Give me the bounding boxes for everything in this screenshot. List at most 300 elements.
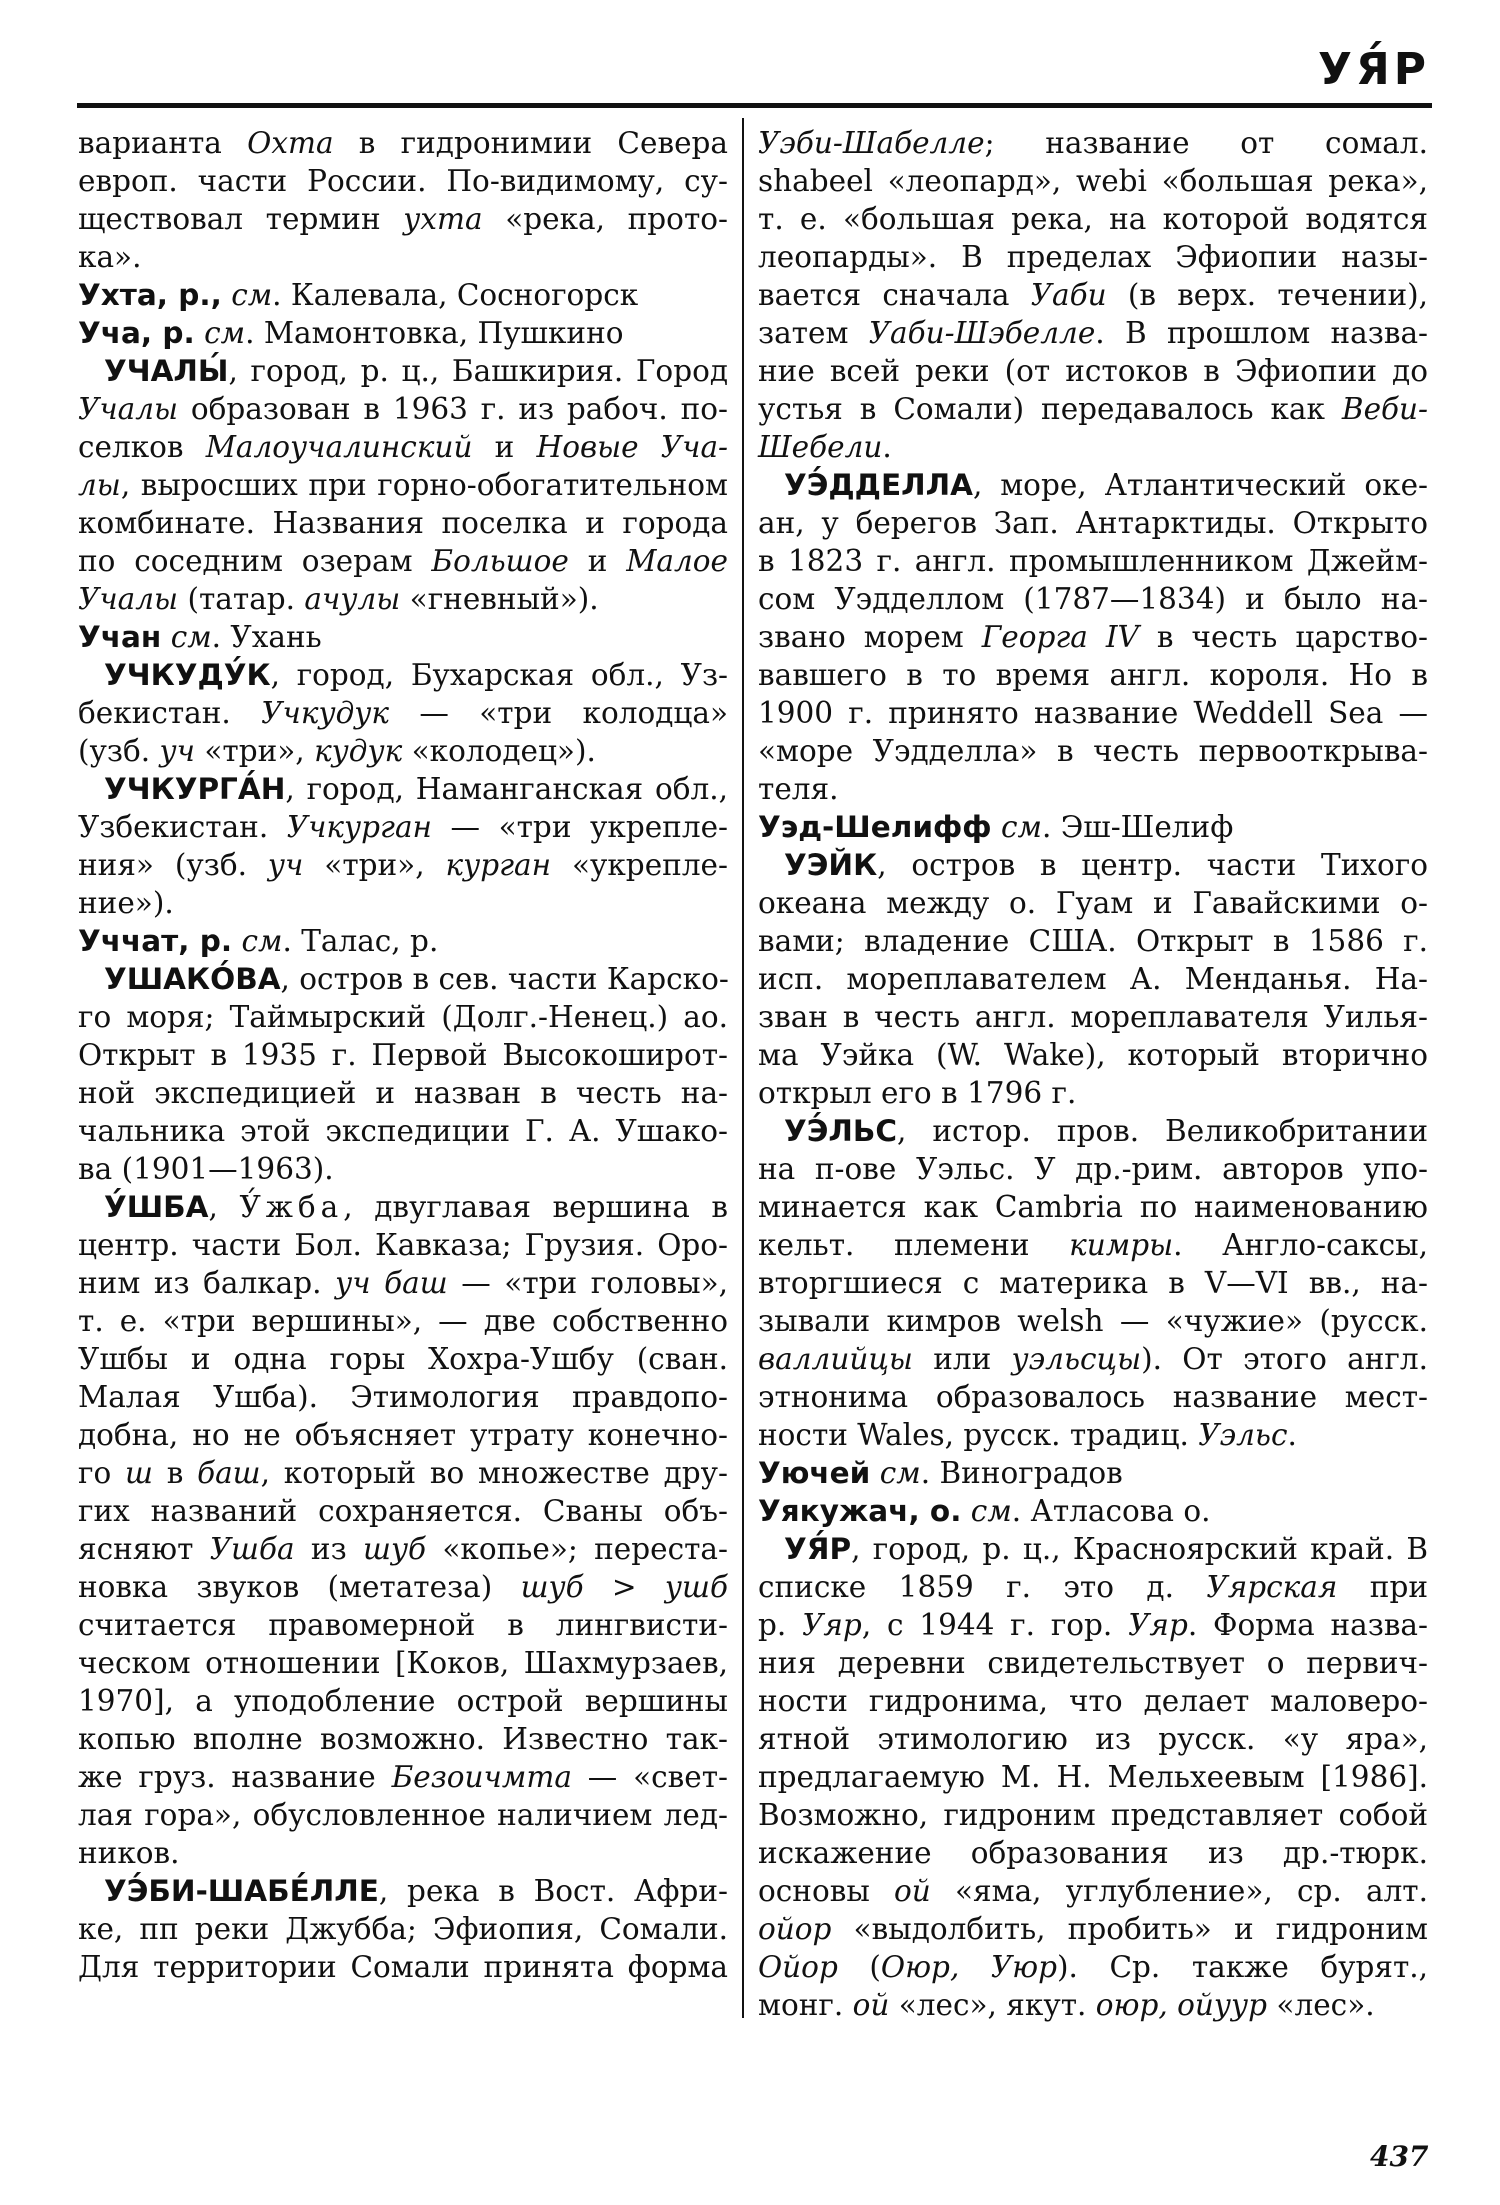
entry-line — [78, 1682, 728, 1720]
entry-text: считается правомерной в лингвисти- — [78, 1608, 728, 1642]
entry-line — [78, 352, 728, 390]
entry-text: из — [294, 1532, 363, 1566]
entry-text: , двуглавая вершина в — [343, 1190, 728, 1224]
entry-text: европ. части России. По-видимому, су- — [78, 164, 728, 198]
entry-line — [78, 770, 728, 808]
italic-term: Учалы — [78, 392, 179, 426]
entry-line — [758, 1530, 1428, 1568]
italic-term: Уаби-Шэбелле — [868, 316, 1096, 350]
left-column — [78, 124, 728, 1986]
entry-text — [222, 278, 231, 312]
headword: УШАКО́ВА — [104, 962, 281, 996]
italic-term: уч — [267, 848, 304, 882]
entry-line — [758, 1986, 1428, 2024]
entry-text: вавшего в то время англ. короля. Но в — [758, 658, 1428, 692]
dictionary-entry — [78, 770, 728, 922]
entry-text: ятной этимологию из русск. «у яра», — [758, 1722, 1428, 1756]
entry-line — [78, 1644, 728, 1682]
dictionary-entry — [78, 656, 728, 770]
italic-term: лы — [78, 468, 121, 502]
entry-text: зывали кимров welsh — «чужие» (русск. — [758, 1304, 1428, 1338]
entry-text: и — [568, 544, 627, 578]
dictionary-entry — [758, 1112, 1428, 1454]
entry-line — [758, 162, 1428, 200]
entry-text: ва (1901—1963). — [78, 1152, 334, 1186]
entry-line — [78, 200, 728, 238]
entry-text: зван в честь англ. мореплавателя Уилья- — [758, 1000, 1428, 1034]
entry-line — [758, 732, 1428, 770]
entry-text: «три», — [303, 848, 446, 882]
entry-text: , море, Атлантический оке- — [972, 468, 1428, 502]
entry-text: в честь царство- — [1138, 620, 1428, 654]
entry-text — [161, 620, 170, 654]
entry-line — [758, 200, 1428, 238]
entry-text: , который во множестве дру- — [260, 1456, 728, 1490]
dictionary-entry — [78, 618, 728, 656]
entry-line — [78, 1416, 728, 1454]
entry-line — [758, 1910, 1428, 1948]
italic-term: ухта — [403, 202, 483, 236]
entry-text: У́жба — [239, 1190, 344, 1224]
entry-text: ществовал термин — [78, 202, 404, 236]
italic-term: см — [204, 316, 246, 350]
entry-text: ческом отношении [Коков, Шахмурзаев, — [78, 1646, 728, 1680]
headword: Уэд-Шелифф — [758, 810, 992, 844]
running-header: УЯ́Р — [1317, 44, 1430, 95]
italic-term: Ушба — [209, 1532, 295, 1566]
italic-term: см — [879, 1456, 921, 1490]
entry-line — [758, 124, 1428, 162]
entry-text: ной экспедицией и назван в честь на- — [78, 1076, 728, 1110]
entry-line — [758, 1834, 1428, 1872]
entry-text: образован в 1963 г. из рабоч. по- — [178, 392, 728, 426]
entry-text: ния» (узб. — [78, 848, 268, 882]
italic-term: ш — [124, 1456, 153, 1490]
dictionary-entry — [78, 352, 728, 618]
entry-text: лая гора», обусловленное наличием лед- — [78, 1798, 728, 1832]
italic-term: ачулы — [304, 582, 401, 616]
entry-line — [758, 846, 1428, 884]
entry-text: при — [1337, 1570, 1428, 1604]
dictionary-entry — [78, 922, 728, 960]
entry-text: — «свет- — [571, 1760, 728, 1794]
entry-text: Малая Ушба). Этимология правдопо- — [78, 1380, 728, 1414]
entry-text: «копье»; переста- — [426, 1532, 728, 1566]
headword: Ухта, р., — [78, 278, 222, 312]
entry-line — [78, 1568, 728, 1606]
italic-term: баш — [197, 1456, 261, 1490]
italic-term: Уяр — [802, 1608, 862, 1642]
entry-line — [78, 1606, 728, 1644]
entry-line — [78, 656, 728, 694]
headword: УЭЙК — [784, 848, 878, 882]
entry-text: р. — [758, 1608, 803, 1642]
entry-line — [78, 1036, 728, 1074]
entry-text: Ушбы и одна горы Хохра-Ушбу (сван. — [78, 1342, 728, 1376]
entry-text: «лес», якут. — [889, 1988, 1096, 2022]
entry-text: «лес». — [1267, 1988, 1375, 2022]
entry-line — [78, 846, 728, 884]
entry-text — [870, 1456, 879, 1490]
entry-text: . Форма назва- — [1187, 1608, 1428, 1642]
italic-term: оюр, ойуур — [1095, 1988, 1268, 2022]
entry-line — [758, 1758, 1428, 1796]
italic-term: Уярская — [1206, 1570, 1338, 1604]
entry-text: искажение образования из др.-тюрк. — [758, 1836, 1428, 1870]
entry-line — [78, 732, 728, 770]
entry-text: в 1823 г. англ. промышленником Джейм- — [758, 544, 1428, 578]
entry-line — [758, 1644, 1428, 1682]
italic-term: Малое — [626, 544, 728, 578]
entry-text: , город, Наманганская обл., — [285, 772, 728, 806]
entry-text: . Талас, р. — [282, 924, 439, 958]
entry-text: — «три укрепле- — [431, 810, 728, 844]
entry-line — [758, 694, 1428, 732]
entry-line — [78, 580, 728, 618]
entry-text: . — [1287, 1418, 1297, 1452]
italic-term: курган — [445, 848, 552, 882]
entry-text: 1900 г. принято название Weddell Sea — — [758, 696, 1428, 730]
entry-text: го моря; Таймырский (Долг.-Ненец.) ао. — [78, 1000, 728, 1034]
entry-line — [758, 1188, 1428, 1226]
headword: Уючей — [758, 1456, 871, 1490]
entry-line — [78, 1378, 728, 1416]
entry-line — [78, 1492, 728, 1530]
entry-line — [78, 884, 728, 922]
entry-line — [758, 1796, 1428, 1834]
entry-text: предлагаемую М. Н. Мельхеевым [1986]. — [758, 1760, 1428, 1794]
entry-line — [78, 238, 728, 276]
entry-text: теля. — [758, 772, 839, 806]
italic-term: Новые Уча- — [536, 430, 729, 464]
italic-term: Георга IV — [981, 620, 1139, 654]
entry-text: затем — [758, 316, 869, 350]
italic-term: ой — [852, 1988, 890, 2022]
entry-text: ния деревни свидетельствует о первич- — [758, 1646, 1428, 1680]
headword: Уча, р. — [78, 316, 195, 350]
entry-line — [758, 580, 1428, 618]
entry-line — [758, 314, 1428, 352]
entry-text: — «три головы», — [447, 1266, 729, 1300]
headword: УЧКУРГА́Н — [104, 772, 286, 806]
italic-term: Учкудук — [261, 696, 389, 730]
entry-text: этнонима образовалось название мест- — [758, 1380, 1428, 1414]
entry-line — [758, 1948, 1428, 1986]
entry-line — [758, 770, 1428, 808]
entry-line — [758, 1416, 1428, 1454]
italic-term: уч баш — [335, 1266, 448, 1300]
entry-line — [758, 1454, 1428, 1492]
italic-term: уч — [159, 734, 195, 768]
dictionary-entry — [78, 960, 728, 1188]
entry-text: «гневный»). — [400, 582, 599, 616]
entry-text: ; название от сомал. — [984, 126, 1428, 160]
entry-line — [78, 1530, 728, 1568]
entry-line — [758, 1682, 1428, 1720]
dictionary-entry — [758, 466, 1428, 808]
entry-line — [758, 542, 1428, 580]
entry-line — [758, 1378, 1428, 1416]
entry-text: «укрепле- — [551, 848, 728, 882]
entry-text: открыл его в 1796 г. — [758, 1076, 1077, 1110]
entry-text: , — [208, 1190, 240, 1224]
italic-term: Большое — [431, 544, 569, 578]
italic-term: Уэби-Шабелле — [758, 126, 985, 160]
entry-line — [758, 1112, 1428, 1150]
entry-text: ма Уэйка (W. Wake), который вторично — [758, 1038, 1428, 1072]
entry-text: (узб. — [78, 734, 160, 768]
italic-term: Учкурган — [286, 810, 432, 844]
entry-line — [758, 618, 1428, 656]
headword: УЭ́БИ-ШАБЕ́ЛЛЕ — [104, 1874, 379, 1908]
entry-line — [78, 998, 728, 1036]
entry-text: т. е. «большая река, на которой водятся — [758, 202, 1428, 236]
entry-text — [961, 1494, 970, 1528]
italic-term: Оюр, Уюр — [880, 1950, 1058, 1984]
entry-line — [78, 1150, 728, 1188]
entry-text: «три», — [194, 734, 315, 768]
entry-line — [78, 390, 728, 428]
italic-term: Ойор — [758, 1950, 838, 1984]
italic-term: см — [241, 924, 283, 958]
entry-line — [758, 390, 1428, 428]
italic-term: см — [1000, 810, 1042, 844]
italic-term: см — [970, 1494, 1012, 1528]
italic-term: ой — [894, 1874, 931, 1908]
entry-text: ке, пп реки Джубба; Эфиопия, Сомали. — [78, 1912, 728, 1946]
entry-line — [758, 1492, 1428, 1530]
dictionary-entry — [78, 124, 728, 276]
entry-text: чальника этой экспедиции Г. А. Ушако- — [78, 1114, 728, 1148]
entry-text: (в верх. течении), — [1106, 278, 1428, 312]
italic-term: Учалы — [78, 582, 179, 616]
entry-line — [758, 1720, 1428, 1758]
italic-term: Веби- — [1341, 392, 1428, 426]
entry-line — [78, 428, 728, 466]
headword: УЯ́Р — [784, 1532, 852, 1566]
entry-text: т. е. «три вершины», — две собственно — [78, 1304, 728, 1338]
headword: УЧАЛЫ́ — [104, 354, 229, 388]
italic-term: Безоичмта — [391, 1760, 572, 1794]
italic-term: Уяр — [1128, 1608, 1188, 1642]
entry-text: центр. части Бол. Кавказа; Грузия. Оро- — [78, 1228, 728, 1262]
headword: УЭ́ЛЬС — [784, 1114, 898, 1148]
entry-line — [758, 808, 1428, 846]
entry-text: , выросших при горно-обогатительном — [120, 468, 728, 502]
entry-line — [78, 1340, 728, 1378]
entry-text: ан, у берегов Зап. Антарктиды. Открыто — [758, 506, 1428, 540]
entry-line — [78, 1796, 728, 1834]
entry-text: в гидронимии Севера — [333, 126, 728, 160]
entry-text: вами; владение США. Открыт в 1586 г. — [758, 924, 1428, 958]
entry-line — [758, 1150, 1428, 1188]
entry-line — [758, 656, 1428, 694]
entry-line — [78, 466, 728, 504]
entry-line — [78, 1264, 728, 1302]
entry-text: добна, но не объясняет утрату конечно- — [78, 1418, 728, 1452]
entry-line — [758, 1606, 1428, 1644]
entry-text — [992, 810, 1001, 844]
entry-text: — «три колодца» — [389, 696, 729, 730]
headword: УЭ́ДДЕЛЛА — [784, 468, 973, 502]
entry-text: «выдолбить, пробить» и гидроним — [831, 1912, 1428, 1946]
entry-text: ясняют — [78, 1532, 210, 1566]
entry-line — [758, 960, 1428, 998]
entry-text: «яма, углубление», ср. алт. — [930, 1874, 1429, 1908]
entry-text: сом Уэдделлом (1787—1834) и было на- — [758, 582, 1428, 616]
dictionary-entry — [758, 808, 1428, 846]
entry-text: . Ухань — [211, 620, 322, 654]
entry-line — [78, 314, 728, 352]
entry-line — [758, 922, 1428, 960]
entry-text: . В прошлом назва- — [1095, 316, 1429, 350]
entry-line — [78, 618, 728, 656]
entry-text: «река, прото- — [482, 202, 728, 236]
entry-line — [78, 808, 728, 846]
entry-text: по соседним озерам — [78, 544, 432, 578]
entry-text: ние всей реки (от истоков в Эфиопии до — [758, 354, 1428, 388]
entry-line — [758, 1264, 1428, 1302]
entry-line — [78, 960, 728, 998]
column-divider — [742, 118, 744, 2018]
entry-line — [758, 1340, 1428, 1378]
entry-text: ности гидронима, что делает маловеро- — [758, 1684, 1428, 1718]
dictionary-entry — [758, 846, 1428, 1112]
italic-term: кимры — [1069, 1228, 1174, 1262]
entry-line — [78, 162, 728, 200]
entry-text: . — [882, 430, 892, 464]
entry-text: shabeel «леопард», webi «большая река», — [758, 164, 1428, 198]
italic-term: уэльсцы — [1011, 1342, 1142, 1376]
entry-line — [78, 276, 728, 314]
entry-text: звано морем — [758, 620, 982, 654]
entry-text: . Калевала, Сосногорск — [272, 278, 639, 312]
entry-text: «море Уэдделла» в честь первооткрыва- — [758, 734, 1428, 768]
entry-text: «колодец»). — [402, 734, 596, 768]
entry-line — [78, 1454, 728, 1492]
entry-text: . Виноградов — [920, 1456, 1123, 1490]
entry-line — [78, 542, 728, 580]
italic-term: шуб > ушб — [520, 1570, 728, 1604]
entry-line — [78, 694, 728, 732]
entry-line — [758, 352, 1428, 390]
dictionary-entry — [78, 1872, 728, 1986]
headword: Учан — [78, 620, 162, 654]
entry-line — [758, 1036, 1428, 1074]
entry-line — [78, 1074, 728, 1112]
entry-text: же груз. название — [78, 1760, 392, 1794]
dictionary-entry — [78, 314, 728, 352]
entry-line — [78, 1226, 728, 1264]
entry-text: леопарды». В пределах Эфиопии назы- — [758, 240, 1428, 274]
entry-text: исп. мореплавателем А. Менданья. На- — [758, 962, 1428, 996]
entry-text — [195, 316, 204, 350]
entry-text: кельт. племени — [758, 1228, 1070, 1262]
entry-line — [78, 1188, 728, 1226]
entry-line — [758, 1568, 1428, 1606]
entry-line — [758, 504, 1428, 542]
entry-text: комбинате. Названия поселка и города — [78, 506, 728, 540]
entry-text: 1970], а уподобление острой вершины — [78, 1684, 728, 1718]
entry-text: . Атласова о. — [1011, 1494, 1211, 1528]
italic-term: ойор — [758, 1912, 832, 1946]
entry-text: , река в Вост. Афри- — [378, 1874, 728, 1908]
entry-line — [758, 238, 1428, 276]
entry-text: гих названий сохраняется. Сваны объ- — [78, 1494, 728, 1528]
entry-text: , город, Бухарская обл., Уз- — [270, 658, 728, 692]
entry-text: или — [912, 1342, 1012, 1376]
italic-term: Шебели — [758, 430, 883, 464]
entry-text: . Эш-Шелиф — [1041, 810, 1234, 844]
dictionary-entry — [758, 1454, 1428, 1492]
entry-text: , истор. пров. Великобритании — [897, 1114, 1428, 1148]
entry-text: и — [472, 430, 537, 464]
entry-line — [78, 1872, 728, 1910]
entry-text: устья в Сомали) передавалось как — [758, 392, 1342, 426]
headword: У́ШБА — [104, 1190, 209, 1224]
entry-line — [758, 276, 1428, 314]
right-column — [758, 124, 1428, 2024]
entry-text: вается сначала — [758, 278, 1031, 312]
entry-line — [78, 1910, 728, 1948]
entry-text: ). Ср. также бурят., — [1057, 1950, 1429, 1984]
dictionary-entry — [758, 1492, 1428, 1530]
entry-line — [78, 124, 728, 162]
entry-line — [758, 466, 1428, 504]
entry-line — [78, 1948, 728, 1986]
entry-text: копью вполне возможно. Известно так- — [78, 1722, 728, 1756]
entry-text: основы — [758, 1874, 894, 1908]
entry-text: Открыт в 1935 г. Первой Высокоширот- — [78, 1038, 728, 1072]
entry-text: ( — [837, 1950, 881, 1984]
italic-term: валлийцы — [758, 1342, 913, 1376]
entry-line — [758, 1226, 1428, 1264]
italic-term: кудук — [314, 734, 403, 768]
entry-text: ности Wales, русск. традиц. — [758, 1418, 1199, 1452]
entry-text: , с 1944 г. гор. — [861, 1608, 1129, 1642]
entry-text: монг. — [758, 1988, 853, 2022]
italic-term: см — [170, 620, 212, 654]
entry-line — [758, 1302, 1428, 1340]
entry-text: Узбекистан. — [78, 810, 287, 844]
entry-text: варианта — [78, 126, 248, 160]
entry-line — [78, 1758, 728, 1796]
entry-text: ников. — [78, 1836, 180, 1870]
entry-text: минается как Cambria по наименованию — [758, 1190, 1428, 1224]
italic-term: Малоучалинский — [205, 430, 473, 464]
entry-line — [758, 1872, 1428, 1910]
entry-line — [78, 1302, 728, 1340]
entry-text: в — [152, 1456, 198, 1490]
entry-text: , город, р. ц., Красноярский край. В — [851, 1532, 1428, 1566]
entry-text: Для территории Сомали принята форма — [78, 1950, 728, 1984]
headword: Уякужач, о. — [758, 1494, 962, 1528]
entry-line — [758, 998, 1428, 1036]
entry-text: го — [78, 1456, 125, 1490]
italic-term: Уаби — [1030, 278, 1107, 312]
entry-line — [78, 922, 728, 960]
italic-term: см — [231, 278, 273, 312]
entry-line — [758, 884, 1428, 922]
dictionary-entry — [758, 124, 1428, 466]
entry-text: вторгшиеся с материка в V—VI вв., на- — [758, 1266, 1428, 1300]
entry-line — [758, 428, 1428, 466]
italic-term: шуб — [363, 1532, 427, 1566]
italic-term: Охта — [247, 126, 334, 160]
entry-text: , город, р. ц., Башкирия. Город — [228, 354, 728, 388]
entry-text: ним из балкар. — [78, 1266, 336, 1300]
dictionary-entry — [78, 1188, 728, 1872]
